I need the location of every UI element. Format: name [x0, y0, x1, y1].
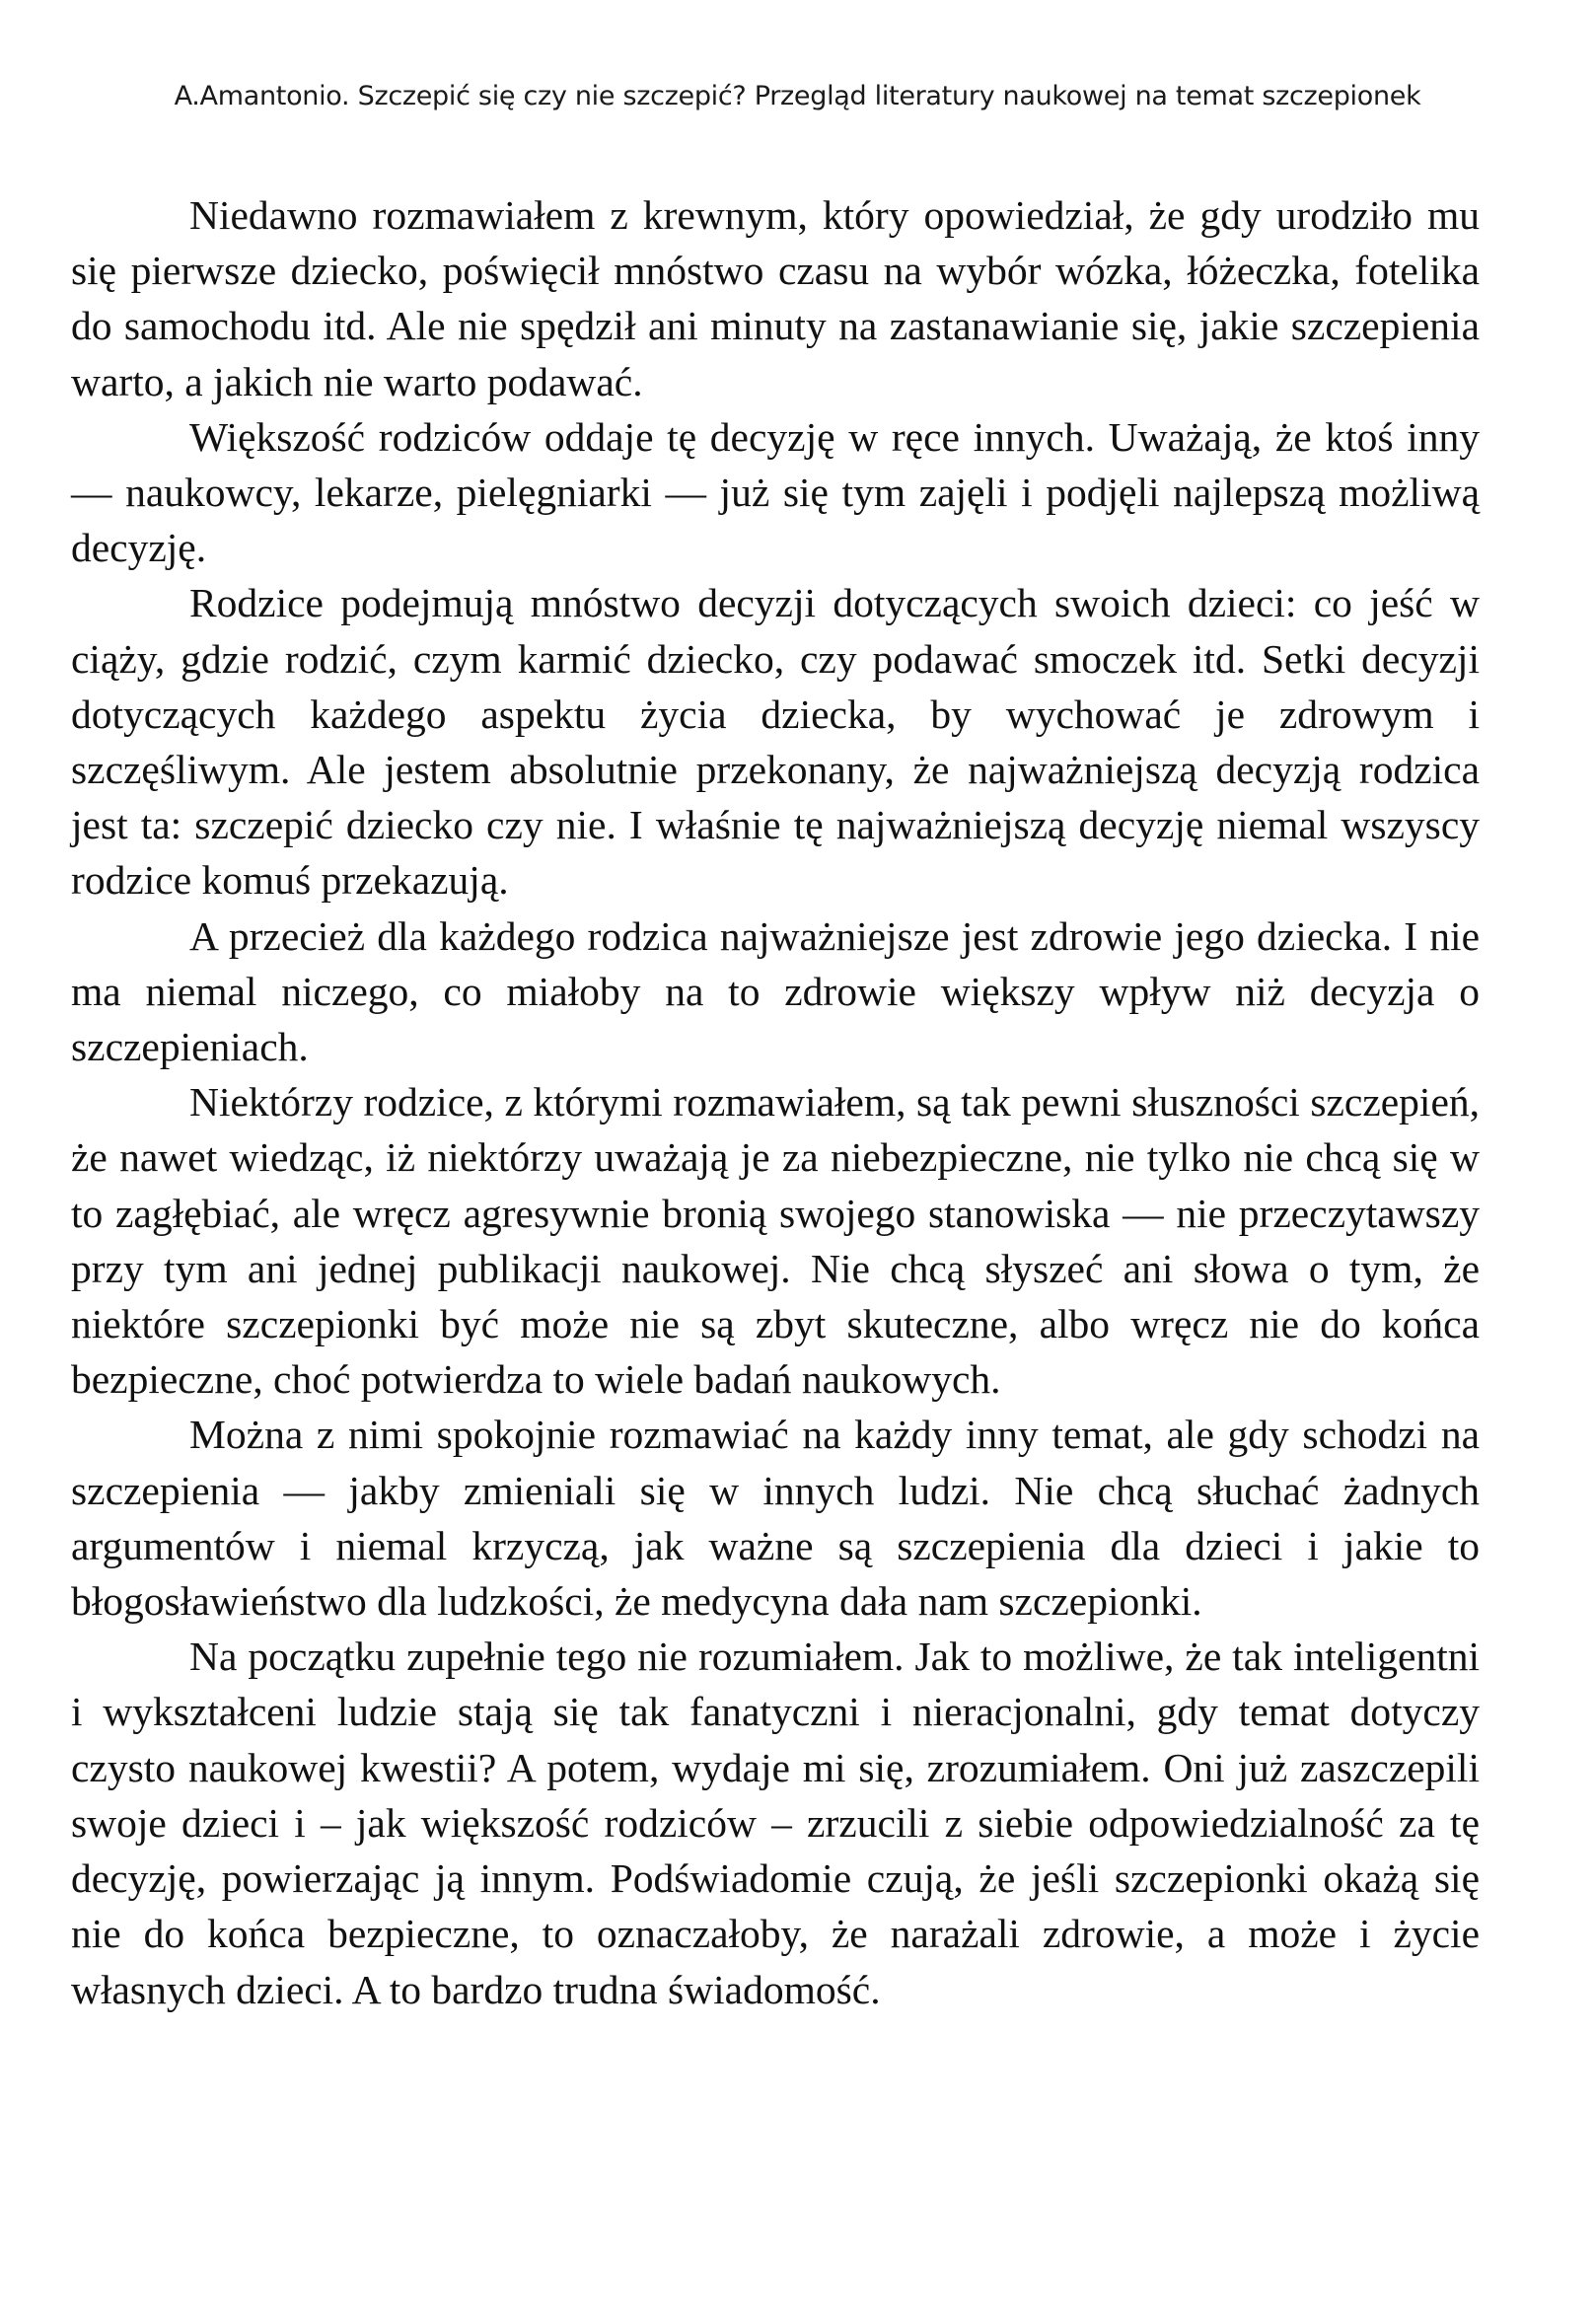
paragraph: Niektórzy rodzice, z którymi rozmawiałem, są tak pewni słuszności szczepień, że nawet wiedząc, iż niektórzy uważają je za niebezpieczne, nie tylko nie chcą się w to zagłębiać, ale wręcz agresywnie bronią swojego stanowiska — nie przeczytawszy przy tym ani jednej publikacji naukowej. Nie chcą słyszeć ani słowa o tym, że niektóre szczepionki być może nie są zbyt skuteczne, albo wręcz nie do końca bezpieczne, choć potwierdza to wiele badań naukowych.: [71, 1079, 1480, 1403]
body-text: [71, 187, 1480, 2017]
paragraph: Na początku zupełnie tego nie rozumiałem. Jak to możliwe, że tak inteligentni i wykształceni ludzie stają się tak fanatyczni i nieracjonalni, gdy temat dotyczy czysto naukowej kwestii? A potem, wydaje mi się, zrozumiałem. Oni już zaszczepili swoje dzieci i – jak większość rodziców – zrzucili z siebie odpowiedzialność za tę decyzję, powierzając ją innym. Podświadomie czują, że jeśli szczepionki okażą się nie do końca bezpieczne, to oznaczałoby, że narażali zdrowie, a może i życie własnych dzieci. A to bardzo trudna świadomość.: [71, 1634, 1480, 2012]
paragraph: A przecież dla każdego rodzica najważniejsze jest zdrowie jego dziecka. I nie ma niemal niczego, co miałoby na to zdrowie większy wpływ niż decyzja o szczepieniach.: [71, 912, 1480, 1070]
running-header: A.Amantonio. Szczepić się czy nie szczepić? Przegląd literatury naukowej na temat szczepionek: [174, 81, 1421, 111]
paragraph: Można z nimi spokojnie rozmawiać na każdy inny temat, ale gdy schodzi na szczepienia — jakby zmieniali się w innych ludzi. Nie chcą słuchać żadnych argumentów i niemal krzyczą, jak ważne są szczepienia dla dzieci i jakie to błogosławieństwo dla ludzkości, że medycyna dała nam szczepionki.: [71, 1412, 1480, 1625]
paragraph: Większość rodziców oddaje tę decyzję w ręce innych. Uważają, że ktoś inny — naukowcy, lekarze, pielęgniarki — już się tym zajęli i podjęli najlepszą możliwą decyzję.: [71, 413, 1480, 571]
paragraph: Niedawno rozmawiałem z krewnym, który opowiedział, że gdy urodziło mu się pierwsze dziecko, poświęcił mnóstwo czasu na wybór wózka, łóżeczka, fotelika do samochodu itd. Ale nie spędził ani minuty na zastanawianie się, jakie szczepienia warto, a jakich nie warto podawać.: [71, 192, 1480, 404]
paragraph: Rodzice podejmują mnóstwo decyzji dotyczących swoich dzieci: co jeść w ciąży, gdzie rodzić, czym karmić dziecko, czy podawać smoczek itd. Setki decyzji dotyczących każdego aspektu życia dziecka, by wychować je zdrowym i szczęśliwym. Ale jestem absolutnie przekonany, że najważniejszą decyzją rodzica jest ta: szczepić dziecko czy nie. I właśnie tę najważniejszą decyzję niemal wszyscy rodzice komuś przekazują.: [71, 580, 1480, 904]
